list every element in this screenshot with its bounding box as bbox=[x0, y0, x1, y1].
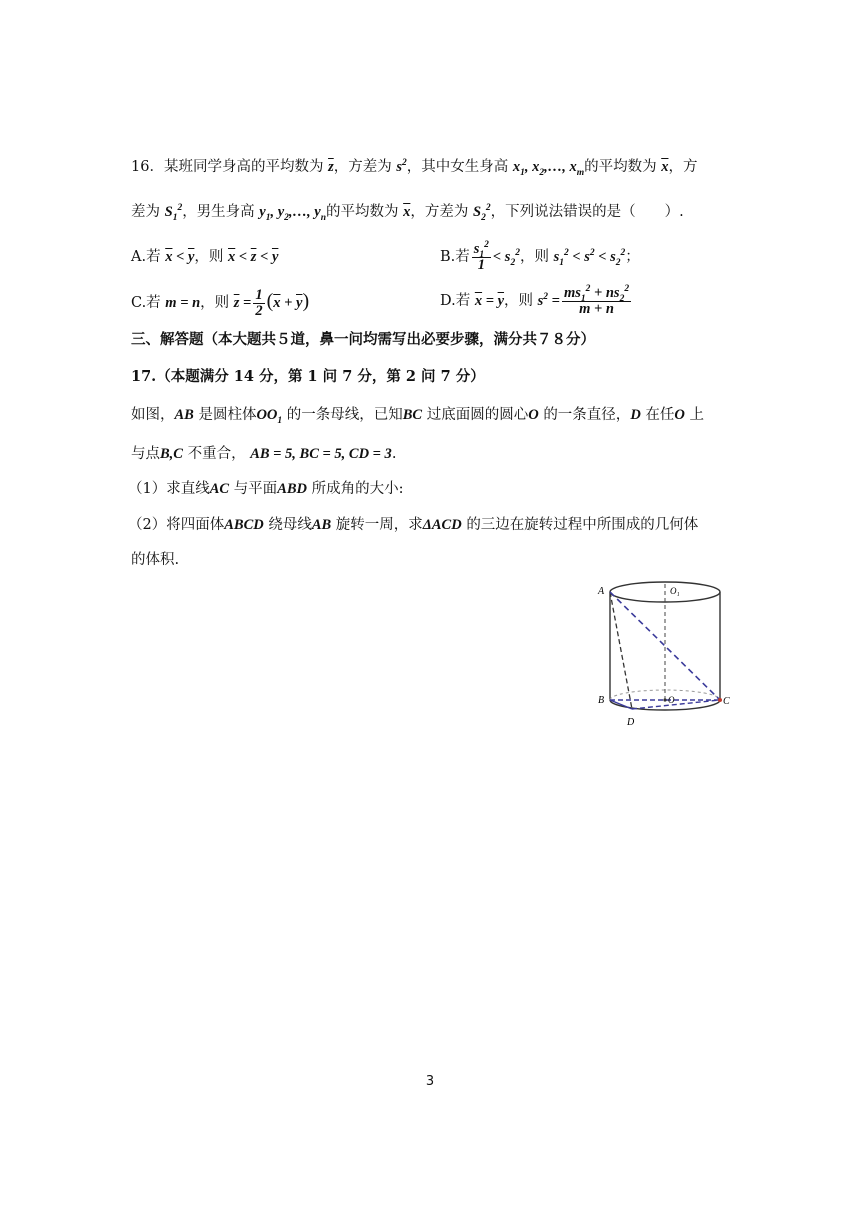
option-text: ，则 bbox=[194, 249, 224, 265]
label-C: C bbox=[723, 696, 730, 707]
option-label: C.若 bbox=[131, 295, 161, 311]
math-x-list: $x_1$, $x_2,\dots$, $x_m$ bbox=[512, 159, 585, 178]
math-expr: m = n bbox=[165, 295, 201, 311]
q16-line1 bbox=[131, 157, 697, 177]
q16-text: ，其中女生身高 bbox=[406, 159, 509, 175]
q17-line1 bbox=[131, 405, 704, 425]
math-AB: AB bbox=[174, 407, 194, 423]
q17-part1 bbox=[128, 479, 404, 499]
label-O1: O₁ bbox=[670, 586, 680, 596]
q16-option-a bbox=[131, 247, 278, 267]
option-text: ，则 bbox=[519, 249, 549, 265]
math-S2-2: $S_2^2$ bbox=[473, 203, 491, 223]
q17-text: . bbox=[391, 446, 397, 462]
q17-text: 是圆柱体 bbox=[198, 407, 257, 423]
math-fraction: $\frac{1}{2}$ bbox=[255, 286, 263, 319]
math-BC: BC bbox=[402, 407, 423, 423]
q16-text: 的平均数为 bbox=[584, 159, 657, 175]
math-S1-2: $S_1^2$ bbox=[164, 203, 183, 223]
q16-text: 某班同学身高的平均数为 bbox=[163, 159, 324, 175]
q17-text: 的一条母线，已知 bbox=[286, 407, 403, 423]
math-expr: $\overline{x} + \overline{y}$ bbox=[273, 295, 303, 311]
option-label: B.若 bbox=[440, 249, 470, 265]
q16-text: 的平均数为 bbox=[326, 204, 399, 220]
q17-text: 绕母线 bbox=[268, 517, 312, 533]
q17-text: 与点 bbox=[131, 446, 160, 462]
label-O: O bbox=[668, 695, 675, 705]
q17-text: 上 bbox=[689, 407, 704, 423]
q17-text: 旋转一周，求 bbox=[335, 517, 423, 533]
q16-option-c bbox=[131, 282, 309, 322]
math-xbar: $\overline{x}$ bbox=[661, 159, 669, 175]
math-expr: $\overline{x} < \overline{y}$ bbox=[165, 249, 195, 265]
q16-option-b bbox=[440, 238, 640, 276]
cylinder-figure bbox=[596, 570, 734, 730]
label-A: A bbox=[598, 586, 605, 597]
math-s2: $s^2$ bbox=[396, 158, 407, 175]
math-fraction: $\frac{s_1^2}{1}$ bbox=[473, 239, 489, 273]
math-given-lengths: AB = 5, BC = 5, CD = 3 bbox=[250, 446, 392, 462]
q16-text: ，方 bbox=[668, 159, 698, 175]
q16-number: 16． bbox=[131, 159, 164, 175]
math-expr: $s^2$ = bbox=[537, 292, 560, 309]
q17-part2 bbox=[128, 515, 698, 535]
option-label: A.若 bbox=[131, 249, 161, 265]
paren: ( bbox=[266, 290, 274, 312]
math-y-list: $y_1$, $y_2,\dots$, $y_n$ bbox=[259, 204, 327, 223]
math-expr: $\overline{x} = \overline{y}$ bbox=[474, 293, 505, 309]
q16-line2 bbox=[131, 202, 684, 222]
section-3-title: 三、解答题（本大题共５道，鼻一问均需写出必要步骤，满分共７８分） bbox=[131, 331, 595, 348]
option-text: ； bbox=[625, 249, 640, 265]
math-expr: $\overline{z}$ = bbox=[233, 295, 252, 311]
option-text: ，则 bbox=[504, 293, 534, 309]
q17-text: 不重合， bbox=[187, 446, 246, 462]
math-O: O bbox=[528, 407, 539, 423]
point-O bbox=[663, 698, 666, 701]
option-label: D.若 bbox=[440, 293, 471, 309]
math-OO1: $OO_1$ bbox=[256, 407, 283, 426]
q16-text: ，下列说法错误的是（ ）. bbox=[490, 204, 684, 220]
label-D: D bbox=[627, 717, 635, 728]
label-B: B bbox=[598, 695, 605, 706]
q17-text: 过底面圆的圆心 bbox=[426, 407, 529, 423]
q16-text: 差为 bbox=[131, 204, 160, 220]
math-expr: < $s_2^2$ bbox=[492, 248, 520, 268]
math-expr: $\overline{x} < \overline{z} < \overline{y}$ bbox=[228, 249, 279, 265]
q16-text: ，男生身高 bbox=[182, 204, 255, 220]
q17-text: 的一条直径， bbox=[543, 407, 631, 423]
page-number: 3 bbox=[425, 1074, 435, 1089]
q17-line2 bbox=[131, 444, 396, 464]
q17-text: 在任 bbox=[645, 407, 675, 423]
q16-text: ，方差为 bbox=[333, 159, 392, 175]
paren: ) bbox=[302, 290, 310, 312]
math-triangle-ACD: ΔACD bbox=[422, 517, 462, 533]
math-ABCD: ABCD bbox=[224, 517, 264, 533]
math-xbar: $\overline{x}$ bbox=[403, 204, 411, 220]
q16-option-d bbox=[440, 282, 633, 320]
math-fraction: $\frac{ms_1^2 + ns_2^2}{m + n}$ bbox=[563, 283, 630, 317]
math-O: O bbox=[674, 407, 685, 423]
q17-text: 如图， bbox=[131, 407, 175, 423]
q17-text: 与平面 bbox=[233, 481, 278, 497]
math-zbar: $\overline{z}$ bbox=[328, 159, 334, 175]
option-text: ，则 bbox=[200, 295, 230, 311]
q17-part2-cont: 的体积. bbox=[131, 552, 180, 568]
math-D: D bbox=[630, 407, 641, 423]
q17-header: 17.（本题满分 14 分，第 1 问 7 分，第 2 问 7 分） bbox=[131, 368, 485, 385]
math-AB: AB bbox=[311, 517, 332, 533]
segment-BD bbox=[610, 700, 632, 709]
q16-text: ，方差为 bbox=[410, 204, 469, 220]
math-AC: AC bbox=[209, 481, 230, 497]
math-expr: $s_1^2 < s^2 < s_2^2$ bbox=[553, 248, 626, 268]
q17-text: 的三边在旋转过程中所围成的几何体 bbox=[466, 517, 699, 533]
point-C bbox=[718, 698, 722, 702]
q17-text: 所成角的大小: bbox=[311, 481, 404, 497]
q17-text: （2）将四面体 bbox=[128, 517, 225, 533]
segment-DC bbox=[632, 700, 720, 709]
q17-text: （1）求直线 bbox=[128, 481, 210, 497]
math-ABD: ABD bbox=[277, 481, 308, 497]
math-BC-points: B,C bbox=[160, 446, 183, 462]
